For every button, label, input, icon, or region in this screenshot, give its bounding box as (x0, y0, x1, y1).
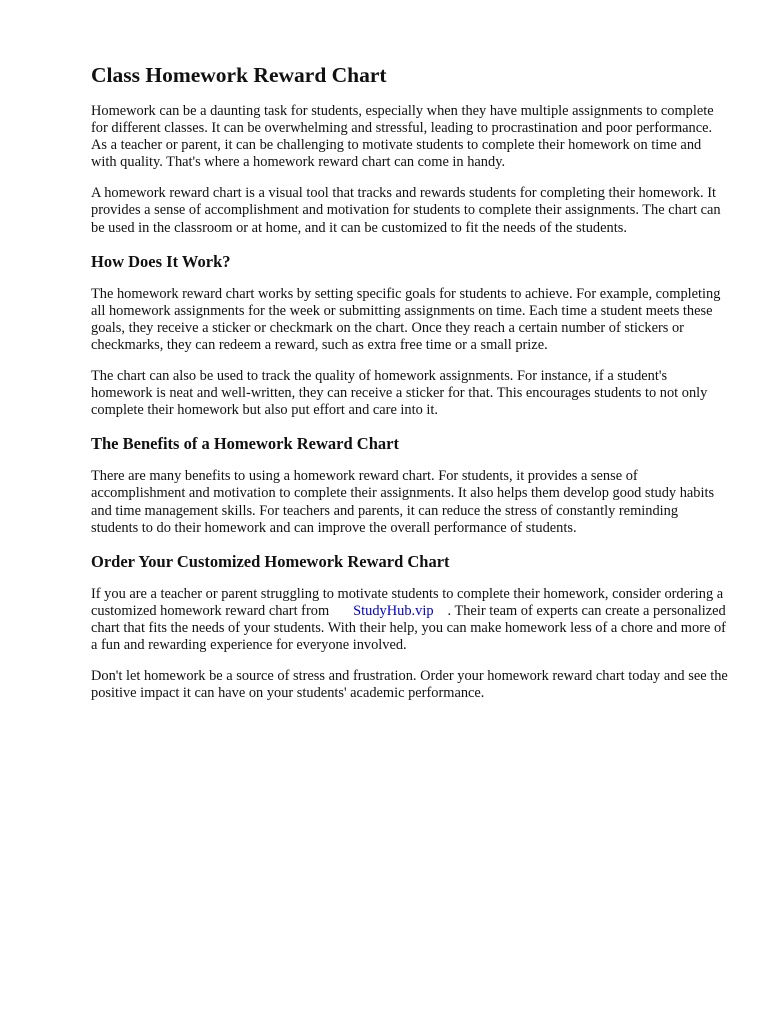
order-paragraph-1 (91, 586, 728, 654)
order-text-before-link: If you are a teacher or parent struggling to motivate students to complete their homework, consider ordering a customized homework reward chart from (91, 585, 724, 619)
how-paragraph-2: The chart can also be used to track the quality of homework assignments. For instance, if a student's homework is neat and well-written, they can receive a sticker for that. This encourages students to not only complete their homework but also put effort and care into it. (91, 368, 708, 419)
order-text-after-link: . Their team of experts can create a personalized chart that fits the needs of your students. With their help, you can make homework less of a chore and more of a fun and rewarding experience for everyone involved. (91, 602, 726, 653)
order-paragraph-2: Don't let homework be a source of stress and frustration. Order your homework reward chart today and see the positive impact it can have on your students' academic performance. (91, 668, 728, 702)
how-heading: How Does It Work? (91, 251, 231, 271)
benefits-heading: The Benefits of a Homework Reward Chart (91, 434, 399, 454)
order-heading: Order Your Customized Homework Reward Chart (91, 551, 450, 571)
intro-paragraph-2: A homework reward chart is a visual tool that tracks and rewards students for completing their homework. It provides a sense of accomplishment and motivation for students to complete their assignments. The chart can be used in the classroom or at home, and it can be customized to fit the needs of the students. (91, 185, 721, 236)
intro-paragraph-1: Homework can be a daunting task for students, especially when they have multiple assignments to complete for different classes. It can be overwhelming and stressful, leading to procrastination and poor performance. As a teacher or parent, it can be challenging to motivate students to complete their homework on time and with quality. That's where a homework reward chart can come in handy. (91, 103, 714, 171)
how-paragraph-1: The homework reward chart works by setting specific goals for students to achieve. For example, completing all homework assignments for the week or submitting assignments on time. Each time a student meets these goals, they receive a sticker or checkmark on the chart. Once they reach a certain number of stickers or checkmarks, they can redeem a reward, such as extra free time or a small prize. (91, 285, 721, 353)
benefits-paragraph-1: There are many benefits to using a homework reward chart. For students, it provides a sense of accomplishment and motivation to complete their assignments. It also helps them develop good study habits and time management skills. For teachers and parents, it can reduce the stress of constantly reminding students to do their homework and can improve the overall performance of students. (91, 468, 715, 536)
studyhub-link[interactable]: StudyHub.vip (353, 602, 434, 619)
document-title: Class Homework Reward Chart (91, 63, 387, 87)
